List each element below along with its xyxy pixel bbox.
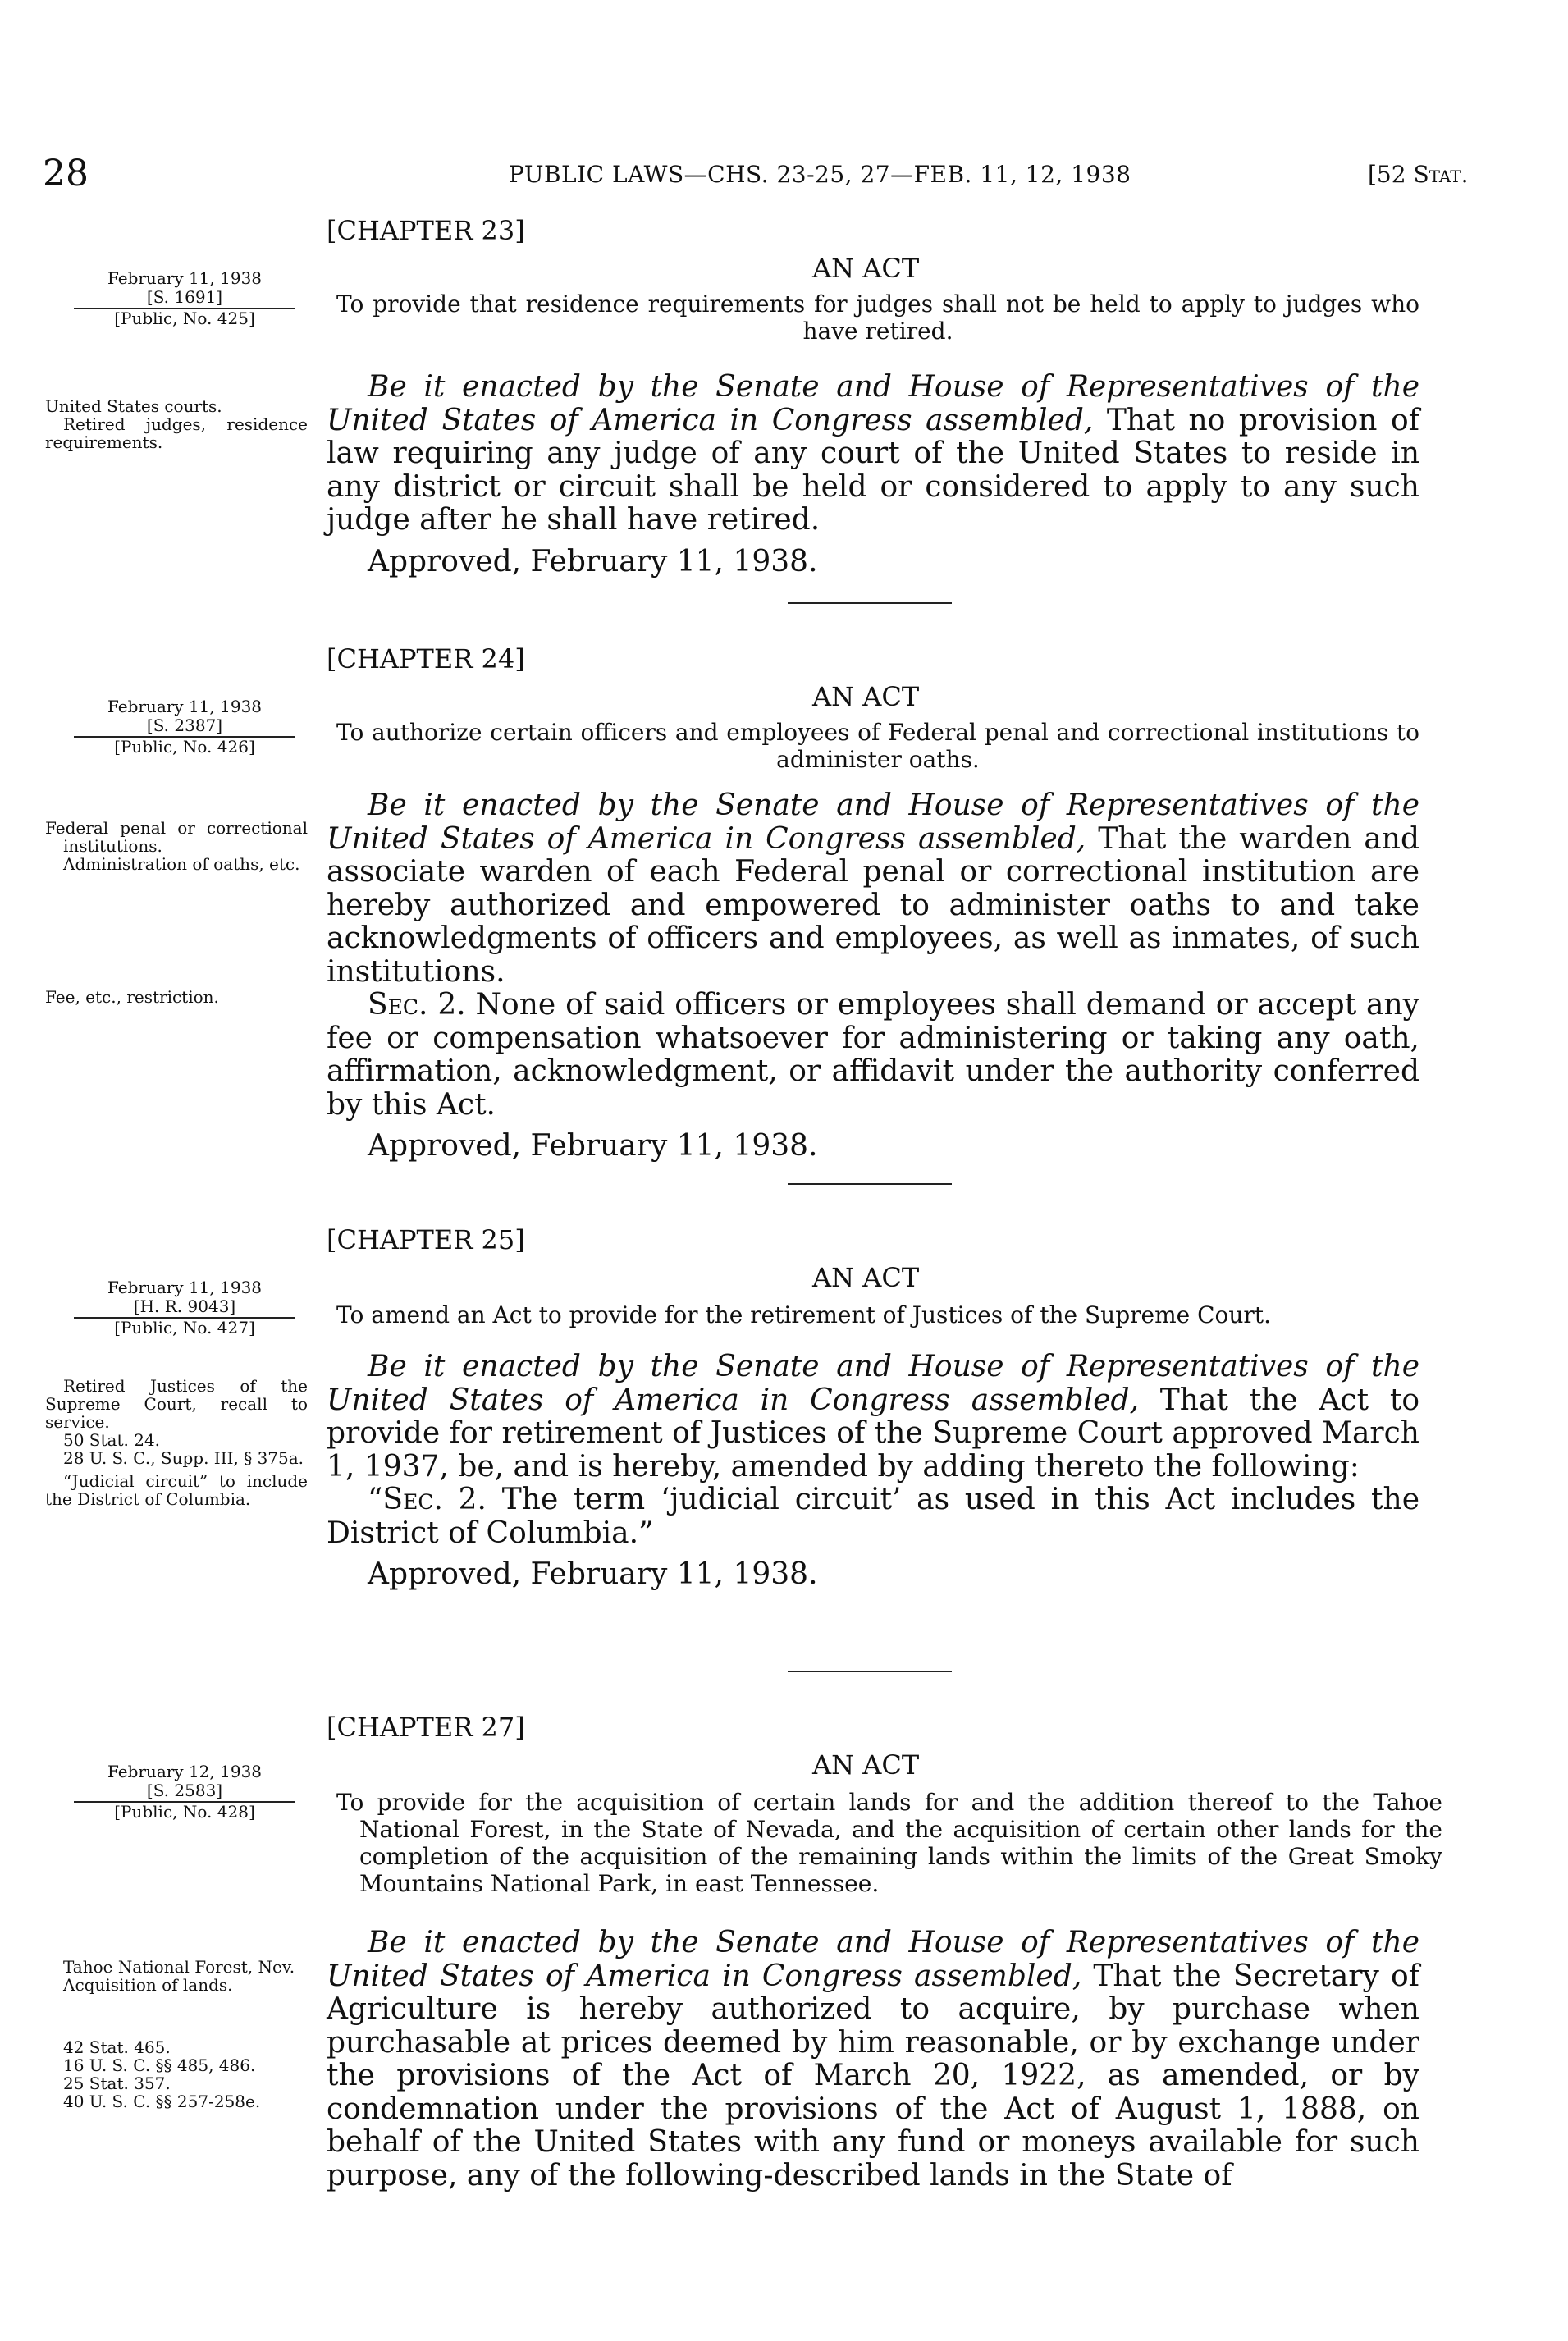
margin-note: Retired judges, residence requirements. — [45, 414, 308, 452]
margin-notes — [45, 1377, 308, 1508]
margin-notes — [45, 2038, 308, 2110]
margin-note: 28 U. S. C., Supp. III, § 375a. — [63, 1448, 304, 1468]
enacting-clause: Be it enacted by the Senate and House of Representatives of the United States of America in Congress assembled, — [327, 789, 1419, 856]
margin-public-law: [Public, No. 425] — [114, 309, 255, 328]
enacting-paragraph — [327, 1351, 1419, 1484]
margin-date-block — [49, 1763, 320, 1822]
act-body — [327, 789, 1419, 1164]
provision-text: That the Act to provide for retirement of Justices of the Supreme Court approved March 1, 1937, be, and is hereby, amended by adding thereto the following: — [327, 1383, 1419, 1484]
act-title: To amend an Act to provide for the retirement of Justices of the Supreme Court. — [336, 1301, 1271, 1328]
section-label: Sec. 2. — [368, 988, 466, 1022]
margin-date-block — [49, 697, 320, 757]
margin-note: Retired Justices of the Supreme Court, recall to service. — [45, 1376, 308, 1432]
an-act-heading: AN ACT — [812, 253, 920, 284]
margin-note: 42 Stat. 465. — [63, 2037, 171, 2057]
margin-note: 16 U. S. C. §§ 485, 486. — [63, 2055, 256, 2075]
chapter-divider — [788, 1183, 952, 1185]
chapter-divider — [788, 1671, 952, 1672]
statute-volume-label: Stat. — [1413, 161, 1469, 188]
margin-note: Tahoe National Forest, Nev. — [63, 1957, 295, 1977]
act-body — [327, 1927, 1419, 2192]
margin-notes — [45, 397, 308, 451]
enacting-paragraph — [327, 1927, 1419, 2192]
act-title: To authorize certain officers and employees of Federal penal and correctional institutions to administer oaths. — [336, 719, 1419, 773]
act-title: To provide that residence requirements for judges shall not be held to apply to judges who have retired. — [336, 290, 1419, 345]
quote-mark: “ — [368, 1483, 383, 1516]
enacting-paragraph — [327, 371, 1419, 537]
margin-public-law: [Public, No. 428] — [114, 1802, 255, 1822]
margin-date: February 11, 1938 — [107, 268, 263, 288]
page-number: 28 — [43, 153, 89, 194]
margin-date: February 11, 1938 — [107, 1278, 263, 1297]
margin-date-block — [49, 269, 320, 328]
margin-note: 40 U. S. C. §§ 257-258e. — [63, 2092, 261, 2111]
chapter-label: [CHAPTER 24] — [327, 643, 525, 674]
section-label: Sec. 2. — [382, 1483, 487, 1516]
margin-note: “Judicial circuit” to include the District of Columbia. — [45, 1471, 308, 1509]
provision-text: That no provision of law requiring any judge of any court of the United States to reside in any district or circuit shall be held or considered to apply to any such judge after he shall have retired. — [327, 403, 1419, 537]
enacting-clause: Be it enacted by the Senate and House of Representatives of the United States of America in Congress assembled, — [327, 1926, 1419, 1993]
approval-line: Approved, February 11, 1938. — [368, 1129, 818, 1163]
margin-notes — [45, 1958, 308, 1994]
margin-note: 25 Stat. 357. — [63, 2074, 171, 2093]
section-text: None of said officers or employees shall demand or accept any fee or compensation whatsoever for administering or taking any oath, affirmation, acknowledgment, or affidavit under the authority conferred by this Act. — [327, 988, 1420, 1122]
chapter-label: [CHAPTER 25] — [327, 1224, 525, 1255]
margin-public-law: [Public, No. 427] — [114, 1318, 255, 1337]
running-head: PUBLIC LAWS—CHS. 23-25, 27—FEB. 11, 12, 1938 — [509, 161, 1131, 188]
an-act-heading: AN ACT — [812, 1262, 920, 1293]
margin-notes — [45, 988, 308, 1006]
margin-note: Fee, etc., restriction. — [45, 987, 219, 1007]
enacting-clause: Be it enacted by the Senate and House of Representatives of the United States of America in Congress assembled, — [327, 1350, 1419, 1417]
act-body — [327, 371, 1419, 578]
section-text: The term ‘judicial circuit’ as used in this Act includes the District of Columbia.” — [327, 1483, 1419, 1550]
margin-bill-number: [H. R. 9043] — [133, 1296, 236, 1316]
margin-bill-number: [S. 1691] — [146, 287, 223, 307]
margin-note: 50 Stat. 24. — [63, 1430, 161, 1450]
provision-text: That the warden and associate warden of each Federal penal or correctional institution are hereby authorized and empowered to administer oaths to and take acknowledgments of officers and employees, as well as inmates, of such institutions. — [327, 821, 1419, 989]
chapter-label: [CHAPTER 23] — [327, 215, 525, 246]
statute-volume-bracket: [52 — [1368, 161, 1414, 188]
margin-bill-number: [S. 2387] — [146, 716, 223, 735]
enacting-clause: Be it enacted by the Senate and House of Representatives of the United States of America in Congress assembled, — [327, 370, 1419, 437]
provision-text: That the Secretary of Agriculture is hereby authorized to acquire, by purchase when purchasable at prices deemed by him reasonable, or by exchange under the provisions of the Act of March 20, 1922, as amended, or by condemnation under the provisions of the Act of August 1, 1888, on behalf of the United States with any fund or moneys available for such purpose, any of the following-described lands in the State of — [327, 1959, 1419, 2192]
margin-date: February 11, 1938 — [107, 697, 263, 716]
act-title: To provide for the acquisition of certain lands for and the addition thereof to the Tahoe National Forest, in the State of Nevada, and the acquisition of certain other lands for the completion of the acquisition of the remaining lands within the limits of the Great Smoky Mountains National Park, in east Tennessee. — [336, 1789, 1442, 1897]
enacting-paragraph — [327, 789, 1419, 989]
margin-date-block — [49, 1278, 320, 1337]
margin-date: February 12, 1938 — [107, 1762, 263, 1781]
section-paragraph — [327, 989, 1419, 1122]
an-act-heading: AN ACT — [812, 681, 920, 712]
margin-note: Administration of oaths, etc. — [63, 854, 300, 874]
chapter-label: [CHAPTER 27] — [327, 1712, 525, 1743]
statute-volume-ref — [1368, 161, 1468, 188]
approval-line: Approved, February 11, 1938. — [368, 544, 818, 578]
quoted-section — [327, 1484, 1419, 1550]
an-act-heading: AN ACT — [812, 1749, 920, 1781]
chapter-divider — [788, 602, 952, 604]
act-body — [327, 1351, 1419, 1592]
margin-note: Federal penal or correctional institutions. — [45, 818, 308, 856]
margin-bill-number: [S. 2583] — [146, 1781, 223, 1800]
approval-line: Approved, February 11, 1938. — [368, 1557, 818, 1591]
margin-note: Acquisition of lands. — [63, 1975, 233, 1995]
margin-notes — [45, 819, 308, 873]
margin-public-law: [Public, No. 426] — [114, 737, 255, 757]
margin-note: United States courts. — [45, 396, 222, 416]
